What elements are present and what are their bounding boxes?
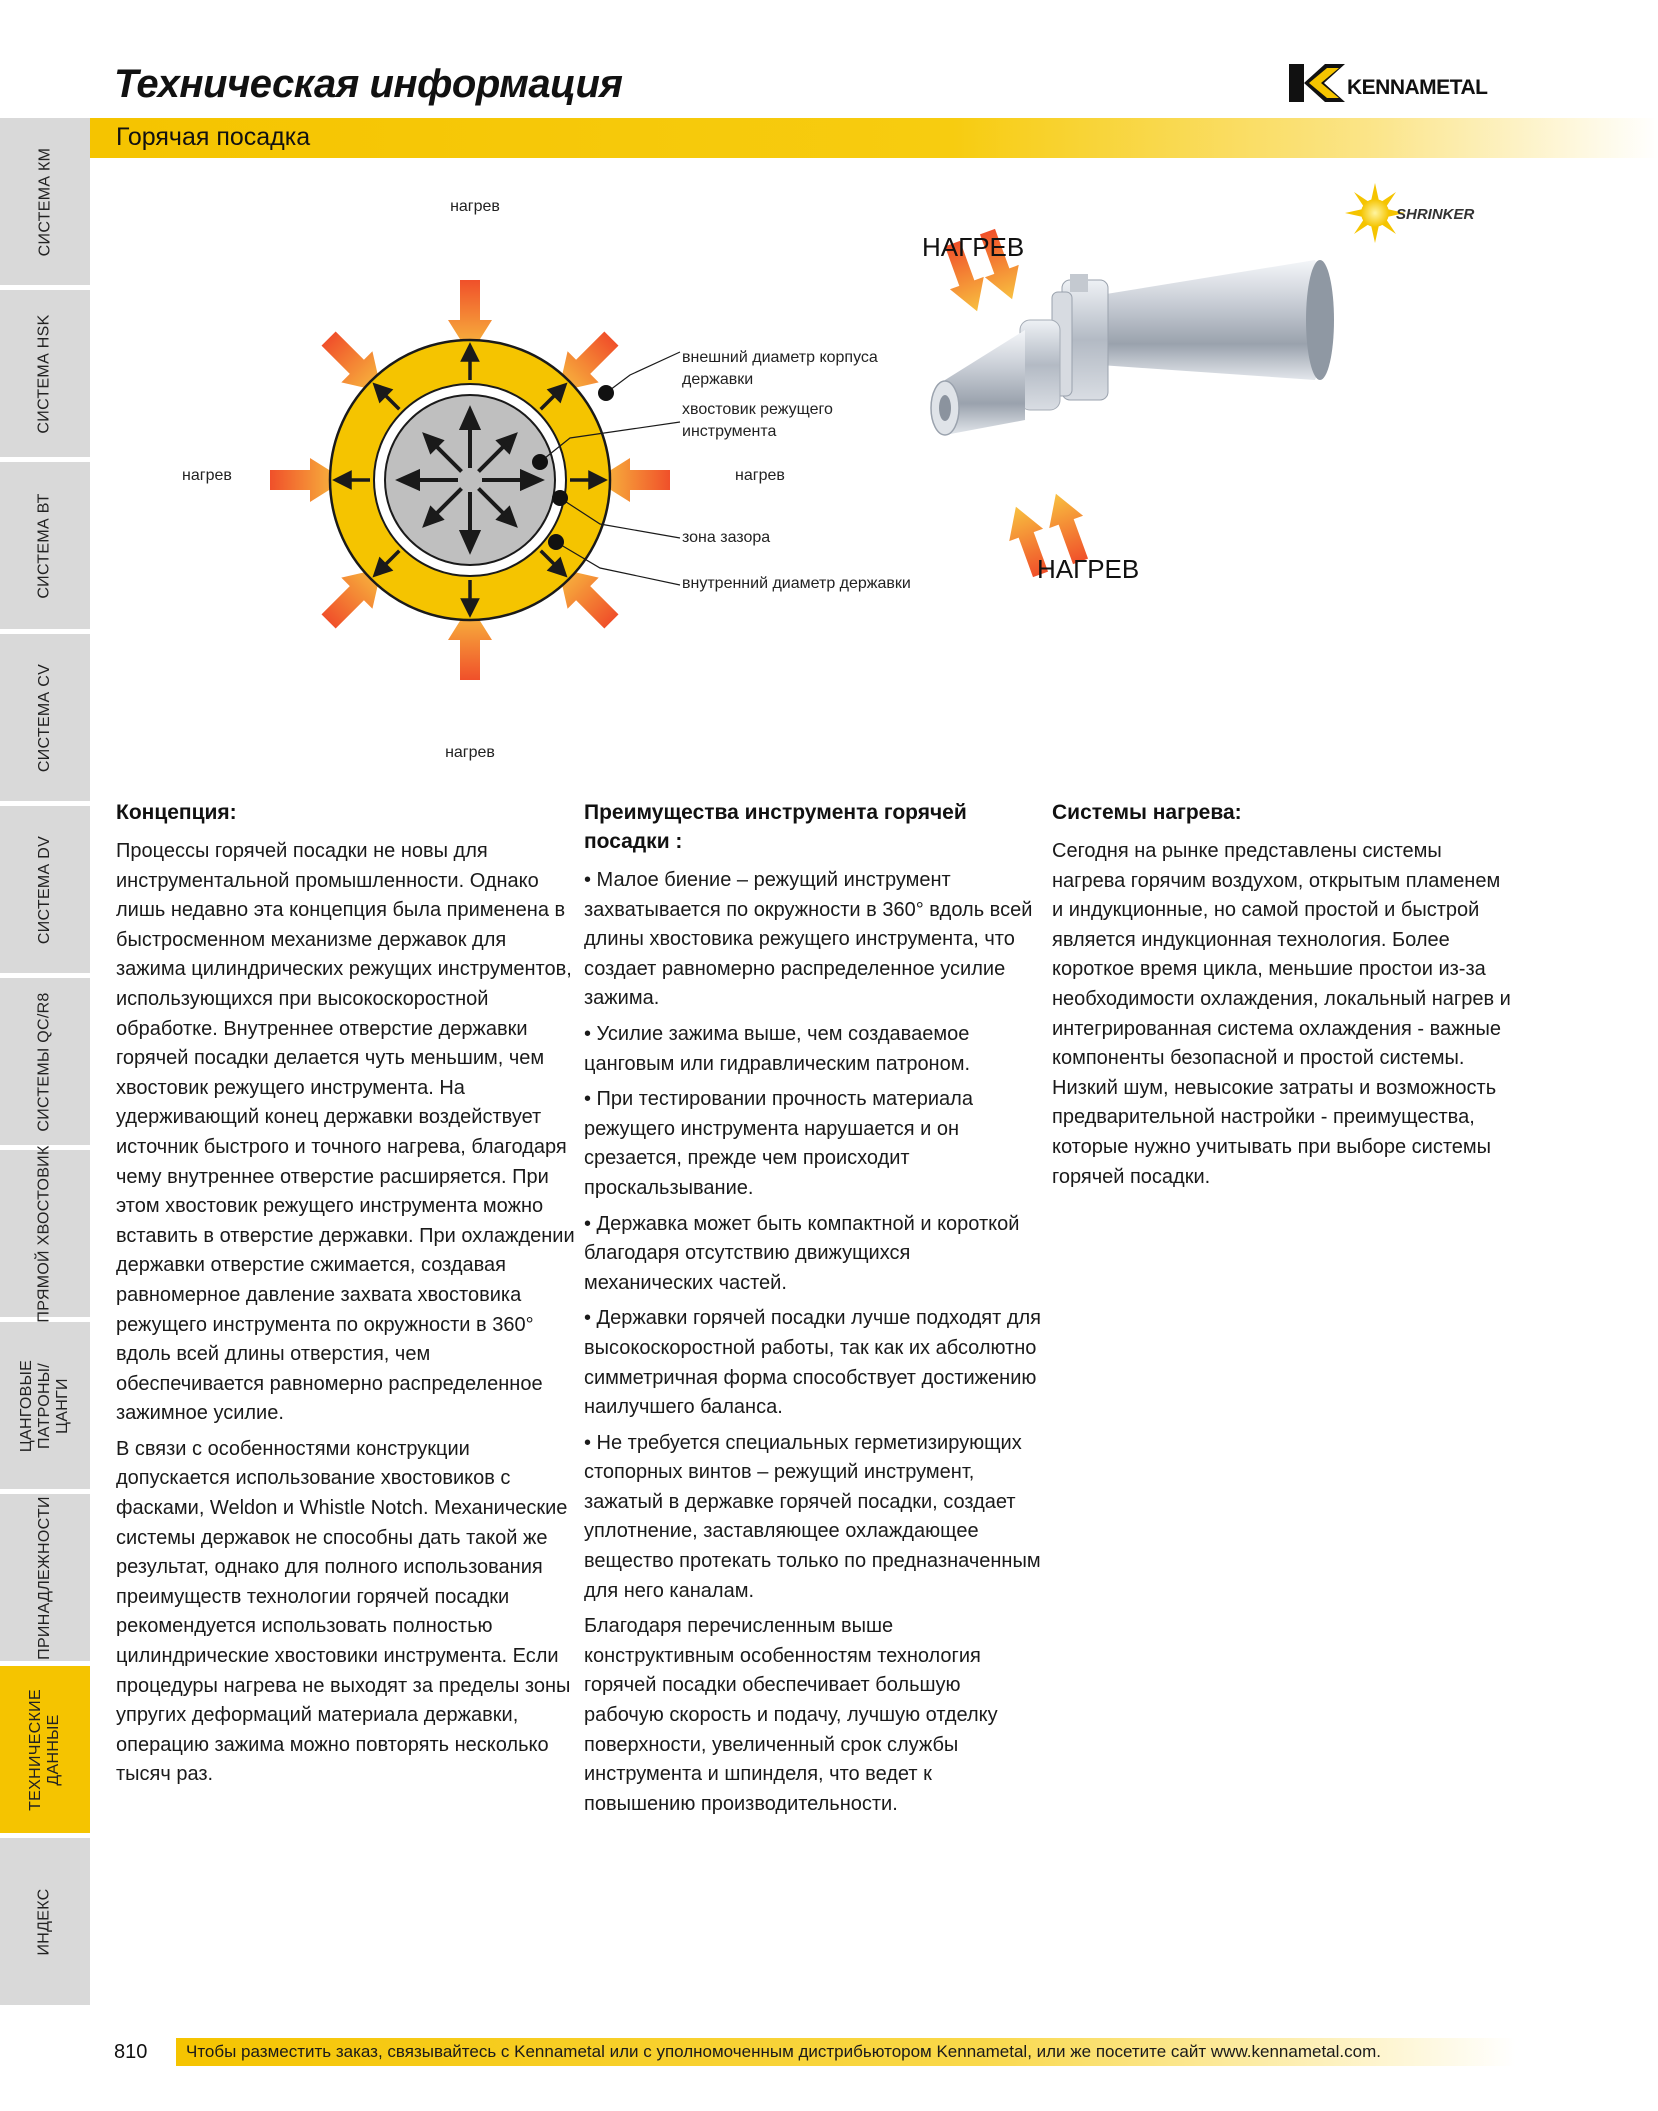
page-number: 810 xyxy=(114,2041,148,2063)
side-tab-label: СИСТЕМА ВТ xyxy=(36,492,53,599)
side-tab-dv[interactable] xyxy=(0,806,90,976)
advantages-item: • Державки горячей посадки лучше подходят для высокоскоростной работы, так как их абсолютно симметричная форма способствует достижению наилучшего баланса. xyxy=(584,1307,1042,1419)
side-tab-straight-shank[interactable] xyxy=(0,1144,90,1323)
advantages-item: • Державка может быть компактной и короткой благодаря отсутствию движущихся механических частей. xyxy=(584,1212,1020,1294)
side-tab-label: ТЕХНИЧЕСКИЕ ДАННЫЕ xyxy=(27,1688,63,1811)
concept-paragraph: В связи с особенностями конструкции допускается использование хвостовиков с фасками, Weldon и Whistle Notch. Механические системы державок не способны дать такой же результат, однако для полного использования преимуществ технологии горячей посадки рекомендуется использовать полностью цилиндрические хвостовики инструмента. Если процедуры нагрева не выходят за пределы зоны упругих деформаций материала державки, операцию зажима можно повторять несколько тысяч раз. xyxy=(116,1437,571,1786)
side-tab-label: СИСТЕМА HSK xyxy=(36,313,54,434)
concept-heading: Концепция: xyxy=(116,801,237,824)
section-banner xyxy=(90,118,1658,158)
footer-order-info: Чтобы разместить заказ, связывайтесь с Kennametal или с уполномоченным дистрибьютором Kennametal, или же посетите сайт www.kennametal.com. xyxy=(186,2042,1381,2061)
advantages-item: • Не требуется специальных герметизирующих стопорных винтов – режущий инструмент, зажатый в державке горячей посадки, создает уплотнение, заставляющее охлаждающее вещество протекать только по предназначенным для него каналам. xyxy=(584,1431,1041,1602)
heating-heading: Системы нагрева: xyxy=(1052,801,1242,824)
label-shank-2: инструмента xyxy=(682,423,777,440)
shrinker-brand: SHRINKER xyxy=(1396,206,1475,223)
side-tab-label: ИНДЕКС xyxy=(36,1887,53,1956)
side-tab-label: СИСТЕМА DV xyxy=(36,835,54,944)
side-tab-accessories[interactable] xyxy=(0,1494,90,1664)
side-tab-index[interactable] xyxy=(0,1838,90,2008)
footer-bar xyxy=(176,2038,1516,2066)
side-tab-km[interactable] xyxy=(0,118,90,288)
brand-name: KENNAMETAL xyxy=(1347,76,1488,99)
section-title: Горячая посадка xyxy=(116,123,311,151)
holder-taper xyxy=(1100,260,1332,380)
label-outer-diameter-2: державки xyxy=(682,371,754,388)
concept-column xyxy=(116,798,576,1796)
tool-holder-illustration xyxy=(922,225,1334,584)
advantages-summary: Благодаря перечисленным выше конструктивным особенностям технология горячей посадки обеспечивает большую рабочую скорость и подачу, лучшую отделку поверхности, увеличенный срок службы инструмента и шпинделя, что ведет к повышению производительности. xyxy=(584,1615,998,1815)
heating-paragraph: Сегодня на рынке представлены системы нагрева горячим воздухом, открытым пламенем и индукционные, но самой простой и быстрой является индукционная технология. Более короткое время цикла, меньшие простои из-за необходимости охлаждения, локальный нагрев и интегрированная система охлаждения - важные компоненты безопасной и простой системы. Низкий шум, невысокие затраты и возможность предварительной настройки - преимущества, которые нужно учитывать при выборе системы горячей посадки. xyxy=(1052,840,1511,1188)
side-tab-label: СИСТЕМА КМ xyxy=(36,147,53,256)
kennametal-k-icon xyxy=(1289,62,1347,106)
label-outer-diameter: внешний диаметр корпуса xyxy=(682,349,878,366)
side-tab-label: ПРЯМОЙ ХВОСТОВИК xyxy=(36,1144,54,1323)
side-tab-bt[interactable] xyxy=(0,462,90,632)
label-heat-right: нагрев xyxy=(735,467,785,484)
side-tab-label: ПРИНАДЛЕЖНОСТИ xyxy=(36,1495,53,1660)
advantages-item: • Малое биение – режущий инструмент захватывается по окружности в 360° вдоль всей длины хвостовика режущего инструмента, что создает равномерно распределенное усилие зажима. xyxy=(584,869,1033,1010)
side-tab-qc-r8[interactable] xyxy=(0,978,90,1148)
shrinker-badge xyxy=(1345,183,1475,243)
advantages-column xyxy=(584,798,1044,1825)
side-tab-collet-chucks[interactable] xyxy=(0,1322,90,1492)
page-title: Техническая информация xyxy=(114,62,623,106)
concept-paragraph: Процессы горячей посадки не новы для инструментальной промышленности. Однако лишь недавно эта концепция была применена в быстросменном механизме державок для зажима цилиндрических режущих инструментов, использующихся при высокоскоростной обработке. Внутреннее отверстие державки горячей посадки делается чуть меньшим, чем хвостовик режущего инструмента. На удерживающий конец державки воздействует источник быстрого и точного нагрева, благодаря чему внутреннее отверстие расширяется. При этом хвостовик режущего инструмента можно вставить в отверстие державки. При охлаждении державки отверстие сжимается, создавая равномерное давление захвата хвостовика режущего инструмента по окружности в 360° вдоль всей длины отверстия, чем обеспечивается равномерно распределенное зажимное усилие. xyxy=(116,840,575,1425)
side-tab-label: ЦАНГОВЫЕ ПАТРОНЫ/ЦАНГИ xyxy=(18,1359,71,1452)
side-tab-label: СИСТЕМА CV xyxy=(36,663,54,772)
advantages-item: • При тестировании прочность материала режущего инструмента нарушается и он срезается, прежде чем происходит проскальзывание. xyxy=(584,1088,973,1199)
advantages-item: • Усилие зажима выше, чем создаваемое цанговым или гидравлическим патроном. xyxy=(584,1022,971,1075)
label-shank: хвостовик режущего xyxy=(682,401,833,418)
kennametal-logo xyxy=(1289,62,1499,106)
advantages-heading: Преимущества инструмента горячей посадки : xyxy=(584,801,967,853)
photo-heat-label-top: НАГРЕВ xyxy=(922,232,1025,262)
label-heat-bottom: нагрев xyxy=(445,744,495,761)
side-tab-cv[interactable] xyxy=(0,634,90,804)
side-tab-technical-data[interactable] xyxy=(0,1666,90,1836)
heating-systems-column xyxy=(1052,798,1512,1198)
side-tab-hsk[interactable] xyxy=(0,290,90,460)
side-tab-label: СИСТЕМЫ QC/R8 xyxy=(36,991,54,1132)
shrink-fit-diagram xyxy=(140,180,1490,780)
cross-section xyxy=(182,198,911,761)
label-gap-zone: зона зазора xyxy=(682,529,771,546)
label-inner-diameter: внутренний диаметр державки xyxy=(682,575,911,592)
label-heat-top: нагрев xyxy=(450,198,500,215)
label-heat-left: нагрев xyxy=(182,467,232,484)
photo-heat-label-bottom: НАГРЕВ xyxy=(1037,554,1140,584)
